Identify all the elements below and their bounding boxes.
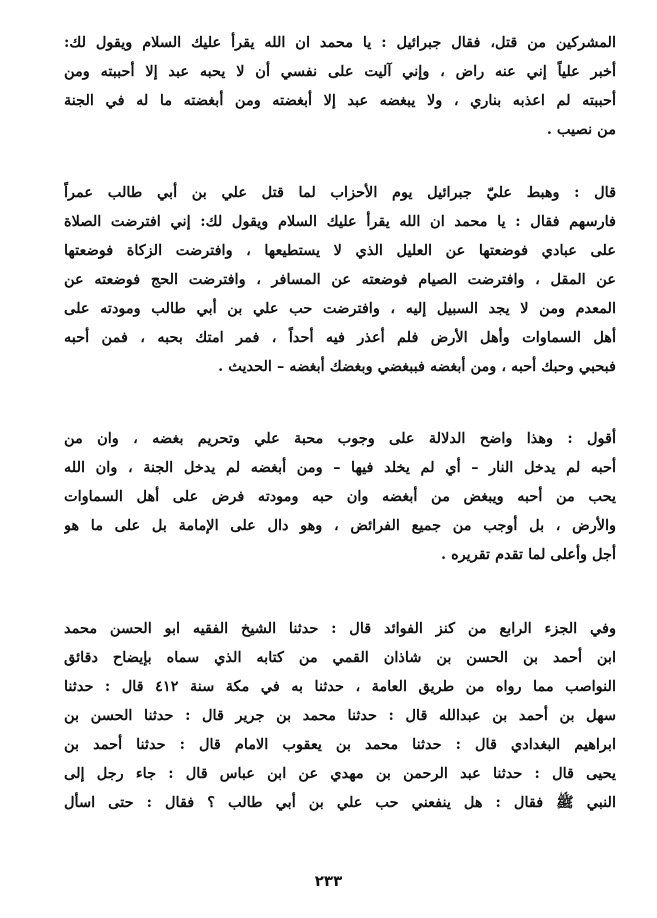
text-line: النواصب مما رواه من طريق العامة ، حدثنا به في مكة سنة ٤١٢ قال : حدثنا xyxy=(64,678,616,695)
text-line: سهل بن أحمد بن عبدالله قال : حدثنا محمد بن جرير قال : حدثنا الحسن بن xyxy=(64,707,616,724)
text-line: المشركين من قتل، فقال جبرائيل : يا محمد ان الله يقرأ عليك السلام ويقول لك: xyxy=(64,34,616,51)
text-line: من نصيب . xyxy=(546,121,616,138)
text-line: المعدم ومن لا يجد السبيل إليه ، وافترضت حب علي بن أبي طالب ومودته على xyxy=(64,300,616,317)
text-line: يحيى قال : حدثنا عبد الرحمن بن مهدي عن ابن عباس قال : جاء رجل إلى xyxy=(64,765,616,782)
paragraph-3 xyxy=(64,424,616,569)
text-line: ابراهيم البغدادي قال : حدثنا محمد بن يعقوب الامام قال : حدثنا أحمد بن xyxy=(64,736,616,753)
text-line: أخبر علياً إني عنه راض ، وإني آليت على نفسي أن لا يحبه عبد إلا أحببته ومن xyxy=(64,63,616,80)
text-line: عن المقل ، وافترضت الصيام فوضعته عن المسافر ، وافترضت الحج فوضعته عن xyxy=(64,271,616,288)
text-line: ابن أحمد بن الحسن بن شاذان القمي من كتابه الذي سماه بإيضاح دقائق xyxy=(64,649,616,666)
text-line: فبحبي وحبك أحبه ، ومن أبغضه فببغضي وبغضك أبغضه – الحديث . xyxy=(218,358,616,375)
paragraph-2 xyxy=(64,178,616,381)
text-line: وفي الجزء الرابع من كنز الفوائد قال : حدثنا الشيخ الفقيه ابو الحسن محمد xyxy=(64,620,616,637)
text-line: أحببته لم اعذبه بناري ، ولا يبغضه عبد إلا أبغضته ومن أبغضته ما له في الجنة xyxy=(64,92,616,109)
text-line: النبي ﷺ فقال : هل ينفعني حب علي بن أبي طالب ؟ فقال : حتى اسأل xyxy=(64,794,616,811)
text-line: أهل السماوات وأهل الأرض فلم أعذر فيه أحداً ، فمر امتك بحبه ، فمن أحبه xyxy=(64,329,616,346)
text-line: على عبادي فوضعتها عن العليل الذي لا يستطيعها ، وافترضت الزكاة فوضعتها xyxy=(64,242,616,259)
paragraph-4 xyxy=(64,614,616,817)
text-line: يحب من أحبه ويبغض من أبغضه وان حبه ومودته فرض على أهل السماوات xyxy=(64,488,616,505)
text-line: والأرض ، بل أوجب من جميع الفرائض ، وهو دال على الإمامة بل على ما هو xyxy=(64,517,616,534)
text-line: أحبه لم يدخل النار – أي لم يخلد فيها – ومن أبغضه لم يدخل الجنة ، وان الله xyxy=(64,459,616,476)
page-number: ٢٣٣ xyxy=(314,872,343,890)
text-line: قال : وهبط عليّ جبرائيل يوم الأحزاب لما قتل علي بن أبي طالب عمراً xyxy=(64,184,616,201)
paragraph-1 xyxy=(64,28,616,144)
text-line: أجل وأعلى لما تقدم تقريره . xyxy=(440,546,616,563)
text-line: فارسهم فقال : يا محمد ان الله يقرأ عليك السلام ويقول لك: إني افترضت الصلاة xyxy=(64,213,616,230)
text-line: أقول : وهذا واضح الدلالة على وجوب محبة علي وتحريم بغضه ، وان من xyxy=(64,430,616,447)
